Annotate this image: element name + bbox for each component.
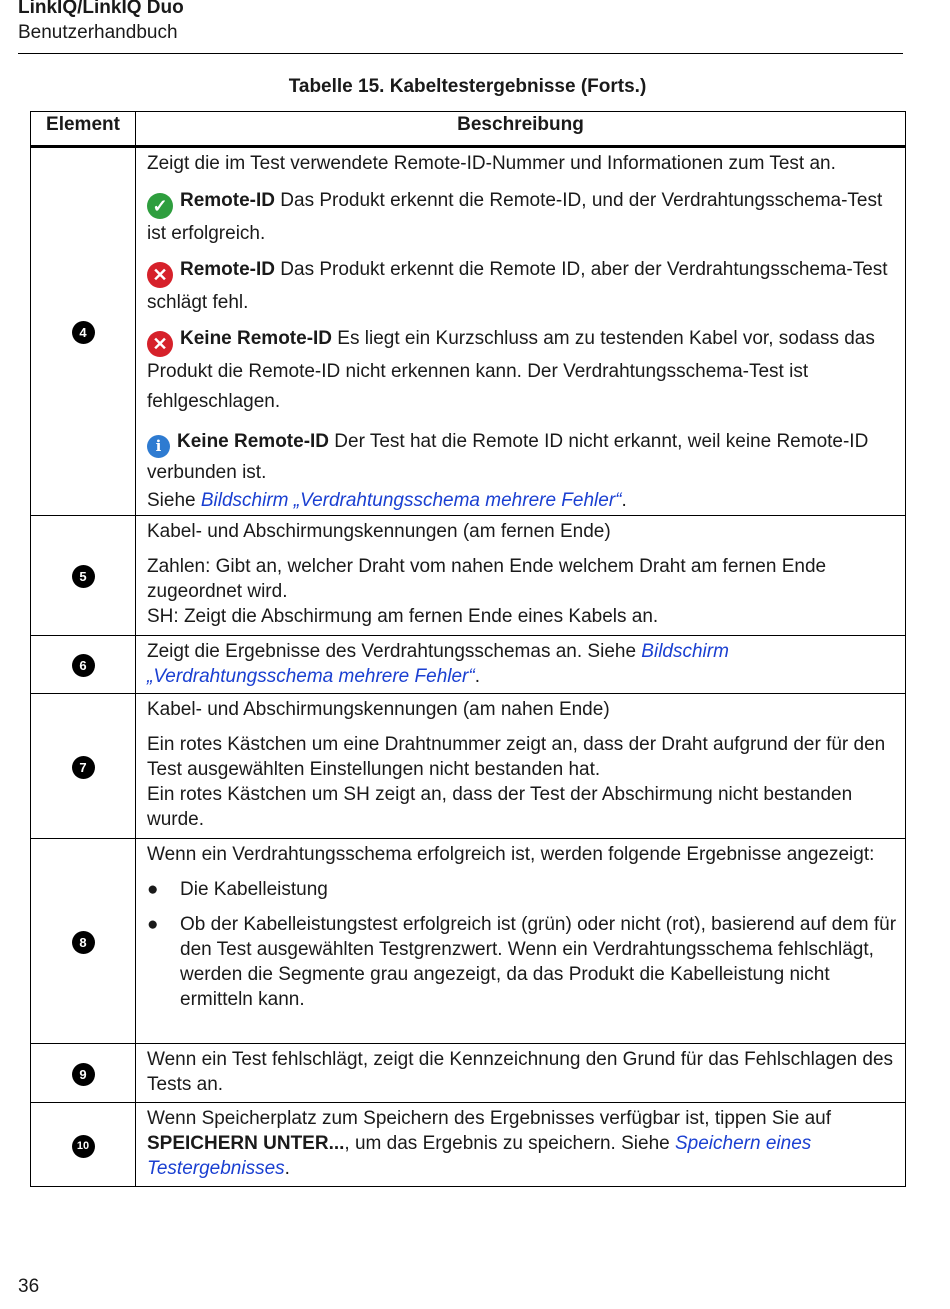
element-cell	[31, 694, 136, 839]
item-label: Remote-ID	[180, 259, 276, 280]
description-cell	[136, 839, 906, 1044]
header-divider	[18, 53, 903, 54]
element-number-badge: 6	[72, 654, 95, 677]
list-item	[147, 912, 899, 1012]
row-text	[147, 639, 899, 689]
item-text: Das Produkt erkennt die Remote ID, aber der Verdrahtungsschema-Test schlägt fehl.	[147, 259, 888, 313]
row-text-suffix: .	[474, 666, 480, 687]
table-caption: Tabelle 15. Kabeltestergebnisse (Forts.)	[288, 76, 647, 97]
row-title: Kabel- und Abschirmungskennungen (am nahen Ende)	[147, 699, 610, 720]
row-text-continued: , um das Ergebnis zu speichern. Siehe	[344, 1133, 675, 1154]
x-circle-icon: ✕	[147, 331, 173, 357]
description-cell	[136, 1044, 906, 1103]
element-number-badge: 4	[72, 321, 95, 344]
element-number-badge: 7	[72, 756, 95, 779]
item-label: Keine Remote-ID	[180, 328, 333, 349]
element-cell	[31, 636, 136, 694]
ui-command-label: SPEICHERN UNTER...	[147, 1133, 345, 1154]
row-intro: Wenn ein Verdrahtungsschema erfolgreich ist, werden folgende Ergebnisse angezeigt:	[147, 844, 875, 865]
table-row	[31, 1103, 906, 1187]
item-text: Der Test hat die Remote ID nicht erkannt, weil keine Remote-ID verbunden ist.	[147, 431, 869, 483]
list-item	[147, 255, 899, 318]
table-row	[31, 147, 906, 516]
item-label: Keine Remote-ID	[177, 431, 330, 452]
cross-reference-link[interactable]: Bildschirm „Verdrahtungsschema mehrere Fehler“	[147, 641, 729, 687]
description-cell	[136, 636, 906, 694]
document-title: LinkIQ/LinkIQ Duo	[18, 0, 184, 18]
item-text: Das Produkt erkennt die Remote-ID, und der Verdrahtungsschema-Test ist erfolgreich.	[147, 190, 883, 244]
list-item	[147, 186, 899, 249]
bullet-marker: ●	[147, 914, 159, 935]
description-cell	[136, 147, 906, 516]
row-intro: Zeigt die im Test verwendete Remote-ID-Nummer und Informationen zum Test an.	[147, 153, 836, 174]
list-item	[147, 427, 899, 488]
element-cell	[31, 147, 136, 516]
table-header-row	[31, 112, 906, 147]
see-suffix: .	[621, 490, 627, 511]
description-cell	[136, 1103, 906, 1187]
element-number-badge: 8	[72, 931, 95, 954]
row-text: SH: Zeigt die Abschirmung am fernen Ende eines Kabels an.	[147, 606, 659, 627]
row-text-main: Zeigt die Ergebnisse des Verdrahtungsschemas an. Siehe	[147, 641, 642, 662]
row-title: Kabel- und Abschirmungskennungen (am fernen Ende)	[147, 521, 611, 542]
row-text: Wenn ein Test fehlschlägt, zeigt die Kennzeichnung den Grund für das Fehlschlagen des Tests an.	[147, 1049, 894, 1095]
row-text: Ein rotes Kästchen um SH zeigt an, dass der Test der Abschirmung nicht bestanden wurde.	[147, 784, 853, 830]
page-number: 36	[18, 1276, 40, 1297]
element-number-badge: 9	[72, 1063, 95, 1086]
document-subtitle: Benutzerhandbuch	[18, 22, 178, 43]
element-cell	[31, 1044, 136, 1103]
element-cell	[31, 516, 136, 636]
cross-reference-link[interactable]: Speichern eines Testergebnisses	[147, 1133, 812, 1179]
bullet-list	[147, 877, 899, 1012]
element-cell	[31, 1103, 136, 1187]
row-text-main: Wenn Speicherplatz zum Speichern des Ergebnisses verfügbar ist, tippen Sie auf	[147, 1108, 832, 1129]
column-header-description: Beschreibung	[136, 112, 906, 147]
element-cell	[31, 839, 136, 1044]
cross-reference-link[interactable]: Bildschirm „Verdrahtungsschema mehrere Fehler“	[200, 490, 622, 511]
element-number-badge: 10	[72, 1135, 95, 1158]
element-number-badge: 5	[72, 565, 95, 588]
row-text-suffix: .	[284, 1158, 290, 1179]
x-circle-icon: ✕	[147, 262, 173, 288]
column-header-element: Element	[31, 112, 136, 147]
table-row	[31, 636, 906, 694]
see-prefix: Siehe	[147, 490, 201, 511]
description-cell	[136, 516, 906, 636]
description-cell	[136, 694, 906, 839]
row-text	[147, 1106, 899, 1181]
table-row	[31, 1044, 906, 1103]
check-circle-icon: ✓	[147, 193, 173, 219]
bullet-marker: ●	[147, 879, 159, 900]
item-label: Remote-ID	[180, 190, 276, 211]
table-row	[31, 516, 906, 636]
list-item-text: Die Kabelleistung	[180, 879, 328, 900]
list-item-text: Ob der Kabelleistungstest erfolgreich ist (grün) oder nicht (rot), basierend auf dem für den Test ausgewählten Testgrenzwert. Wenn ein Verdrahtungsschema fehlschlägt, werden die Segmente grau angezeigt, da das Produkt die Kabelleistung nicht ermitteln kann.	[180, 914, 897, 1010]
list-item	[147, 324, 899, 417]
see-reference	[147, 488, 899, 513]
info-icon: i	[147, 435, 170, 458]
table-row	[31, 839, 906, 1044]
table-row	[31, 694, 906, 839]
item-text: Es liegt ein Kurzschluss am zu testenden Kabel vor, sodass das Produkt die Remote-ID nicht erkennen kann. Der Verdrahtungsschema-Test ist fehlgeschlagen.	[147, 328, 875, 412]
results-table	[30, 111, 906, 1187]
list-item	[147, 877, 899, 902]
row-text: Zahlen: Gibt an, welcher Draht vom nahen Ende welchem Draht am fernen Ende zugeordnet wird.	[147, 556, 827, 602]
row-text: Ein rotes Kästchen um eine Drahtnummer zeigt an, dass der Draht aufgrund der für den Test ausgewählten Einstellungen nicht bestanden hat.	[147, 734, 886, 780]
